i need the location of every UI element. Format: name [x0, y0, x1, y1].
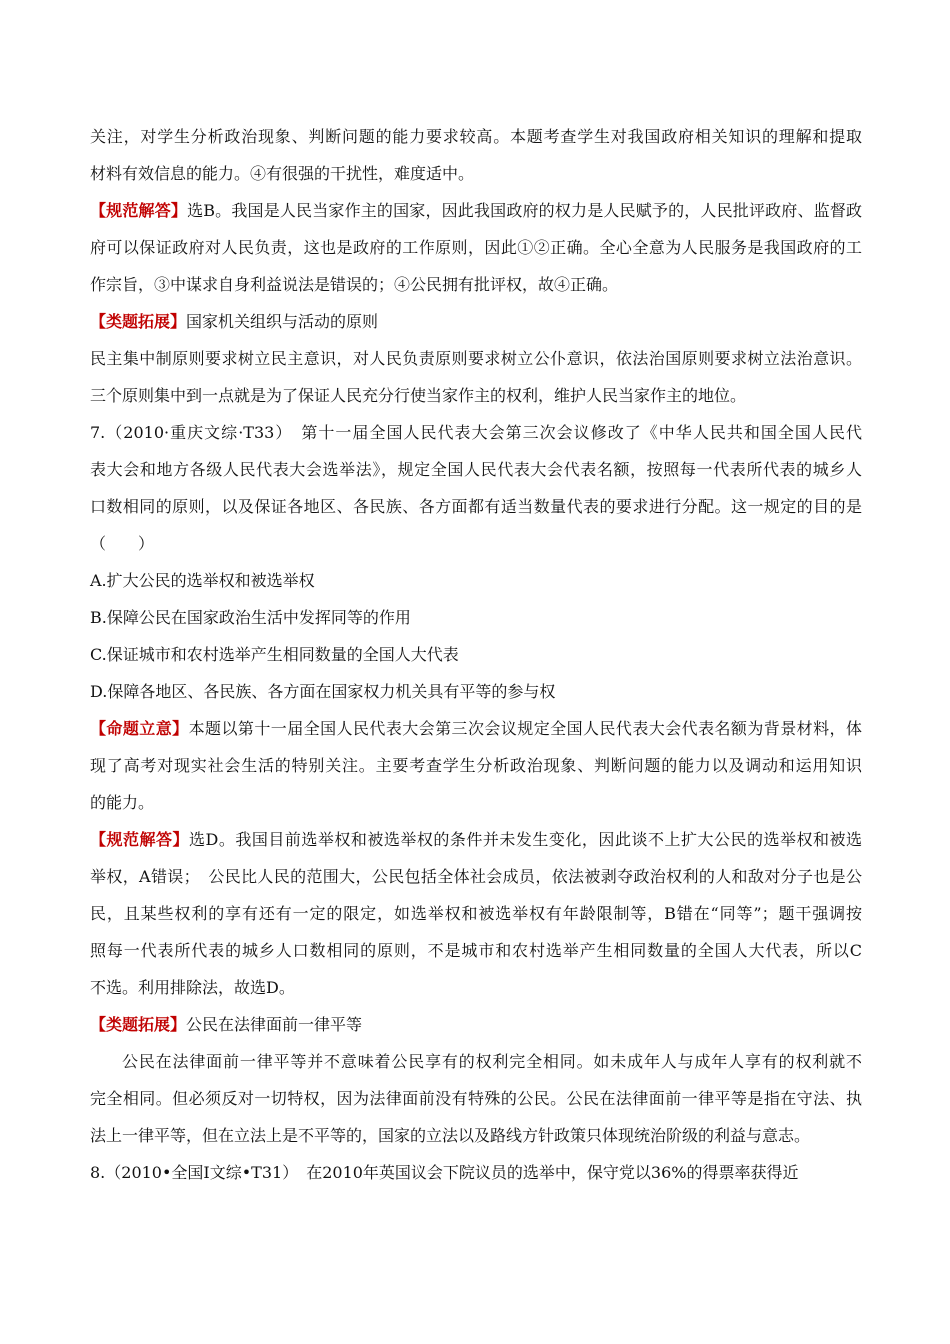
text-line: 照每一代表所代表的城乡人口数相同的原则，不是城市和农村选举产生相同数量的全国人大代表，所以C — [90, 941, 862, 960]
text-line: 府可以保证政府对人民负责，这也是政府的工作原则，因此①②正确。全心全意为人民服务是我国政府的工 — [90, 238, 862, 257]
text-line: 现了高考对现实社会生活的特别关注。主要考查学生分析政治现象、判断问题的能力以及调动和运用知识 — [90, 756, 862, 775]
answer-parentheses: （ ） — [90, 534, 155, 553]
text-line: 关注，对学生分析政治现象、判断问题的能力要求较高。本题考查学生对我国政府相关知识的理解和提取 — [90, 127, 862, 146]
text-line: 法上一律平等，但在立法上是不平等的，国家的立法以及路线方针政策只体现统治阶级的利益与意志。 — [90, 1126, 811, 1145]
text-line: 的能力。 — [90, 793, 155, 812]
text-line-content: 国家机关组织与活动的原则 — [186, 312, 379, 331]
text-line: 举权，A错误； 公民比人民的范围大，公民包括全体社会成员，依法被剥夺政治权利的人和敌对分子也是公 — [90, 867, 862, 886]
text-line-content: 公民在法律面前一律平等 — [186, 1015, 363, 1034]
text-line — [90, 719, 862, 739]
text-line: 完全相同。但必须反对一切特权，因为法律面前没有特殊的公民。公民在法律面前一律平等是指在守法、执 — [90, 1089, 862, 1108]
text-line-content: 选D。我国目前选举权和被选举权的条件并未发生变化，因此谈不上扩大公民的选举权和被选 — [189, 830, 862, 849]
section-tag-standard-answer: 【规范解答】 — [90, 830, 190, 849]
section-tag-extension: 【类题拓展】 — [90, 312, 187, 331]
text-line-content: 选B。我国是人民当家作主的国家，因此我国政府的权力是人民赋予的，人民批评政府、监督政 — [187, 201, 862, 220]
text-line: 表大会和地方各级人民代表大会选举法》，规定全国人民代表大会代表名额，按照每一代表所代表的城乡人 — [90, 460, 862, 479]
text-line: 不选。利用排除法，故选D。 — [90, 978, 295, 997]
text-line — [90, 830, 862, 850]
text-line — [90, 201, 862, 221]
text-line-content: 本题以第十一届全国人民代表大会第三次会议规定全国人民代表大会代表名额为背景材料，体 — [188, 719, 862, 738]
text-line: 口数相同的原则，以及保证各地区、各民族、各方面都有适当数量代表的要求进行分配。这一规定的目的是 — [90, 497, 862, 516]
section-tag-intent: 【命题立意】 — [90, 719, 189, 738]
question-7-stem: 7.（2010·重庆文综·T33） 第十一届全国人民代表大会第三次会议修改了《中华人民共和国全国人民代 — [90, 423, 862, 442]
question-8-stem: 8.（2010•全国Ⅰ文综•T31） 在2010年英国议会下院议员的选举中，保守党以36%的得票率获得近 — [90, 1163, 799, 1182]
text-line — [90, 312, 862, 332]
section-tag-extension: 【类题拓展】 — [90, 1015, 187, 1034]
option-a: A.扩大公民的选举权和被选举权 — [90, 571, 315, 590]
text-line — [90, 1015, 862, 1035]
text-line: 三个原则集中到一点就是为了保证人民充分行使当家作主的权利，维护人民当家作主的地位。 — [90, 386, 747, 405]
section-tag-standard-answer: 【规范解答】 — [90, 201, 188, 220]
text-line: 公民在法律面前一律平等并不意味着公民享有的权利完全相同。如未成年人与成年人享有的权利就不 — [122, 1052, 862, 1071]
text-line: 材料有效信息的能力。④有很强的干扰性，难度适中。 — [90, 164, 475, 183]
option-b: B.保障公民在国家政治生活中发挥同等的作用 — [90, 608, 411, 627]
text-line: 民，且某些权利的享有还有一定的限定，如选举权和被选举权有年龄限制等，B错在“同等”；题干强调按 — [90, 904, 862, 923]
option-d: D.保障各地区、各民族、各方面在国家权力机关具有平等的参与权 — [90, 682, 556, 701]
text-line: 作宗旨，③中谋求自身利益说法是错误的；④公民拥有批评权，故④正确。 — [90, 275, 619, 294]
option-c: C.保证城市和农村选举产生相同数量的全国人大代表 — [90, 645, 459, 664]
text-line: 民主集中制原则要求树立民主意识，对人民负责原则要求树立公仆意识，依法治国原则要求树立法治意识。 — [90, 349, 862, 368]
